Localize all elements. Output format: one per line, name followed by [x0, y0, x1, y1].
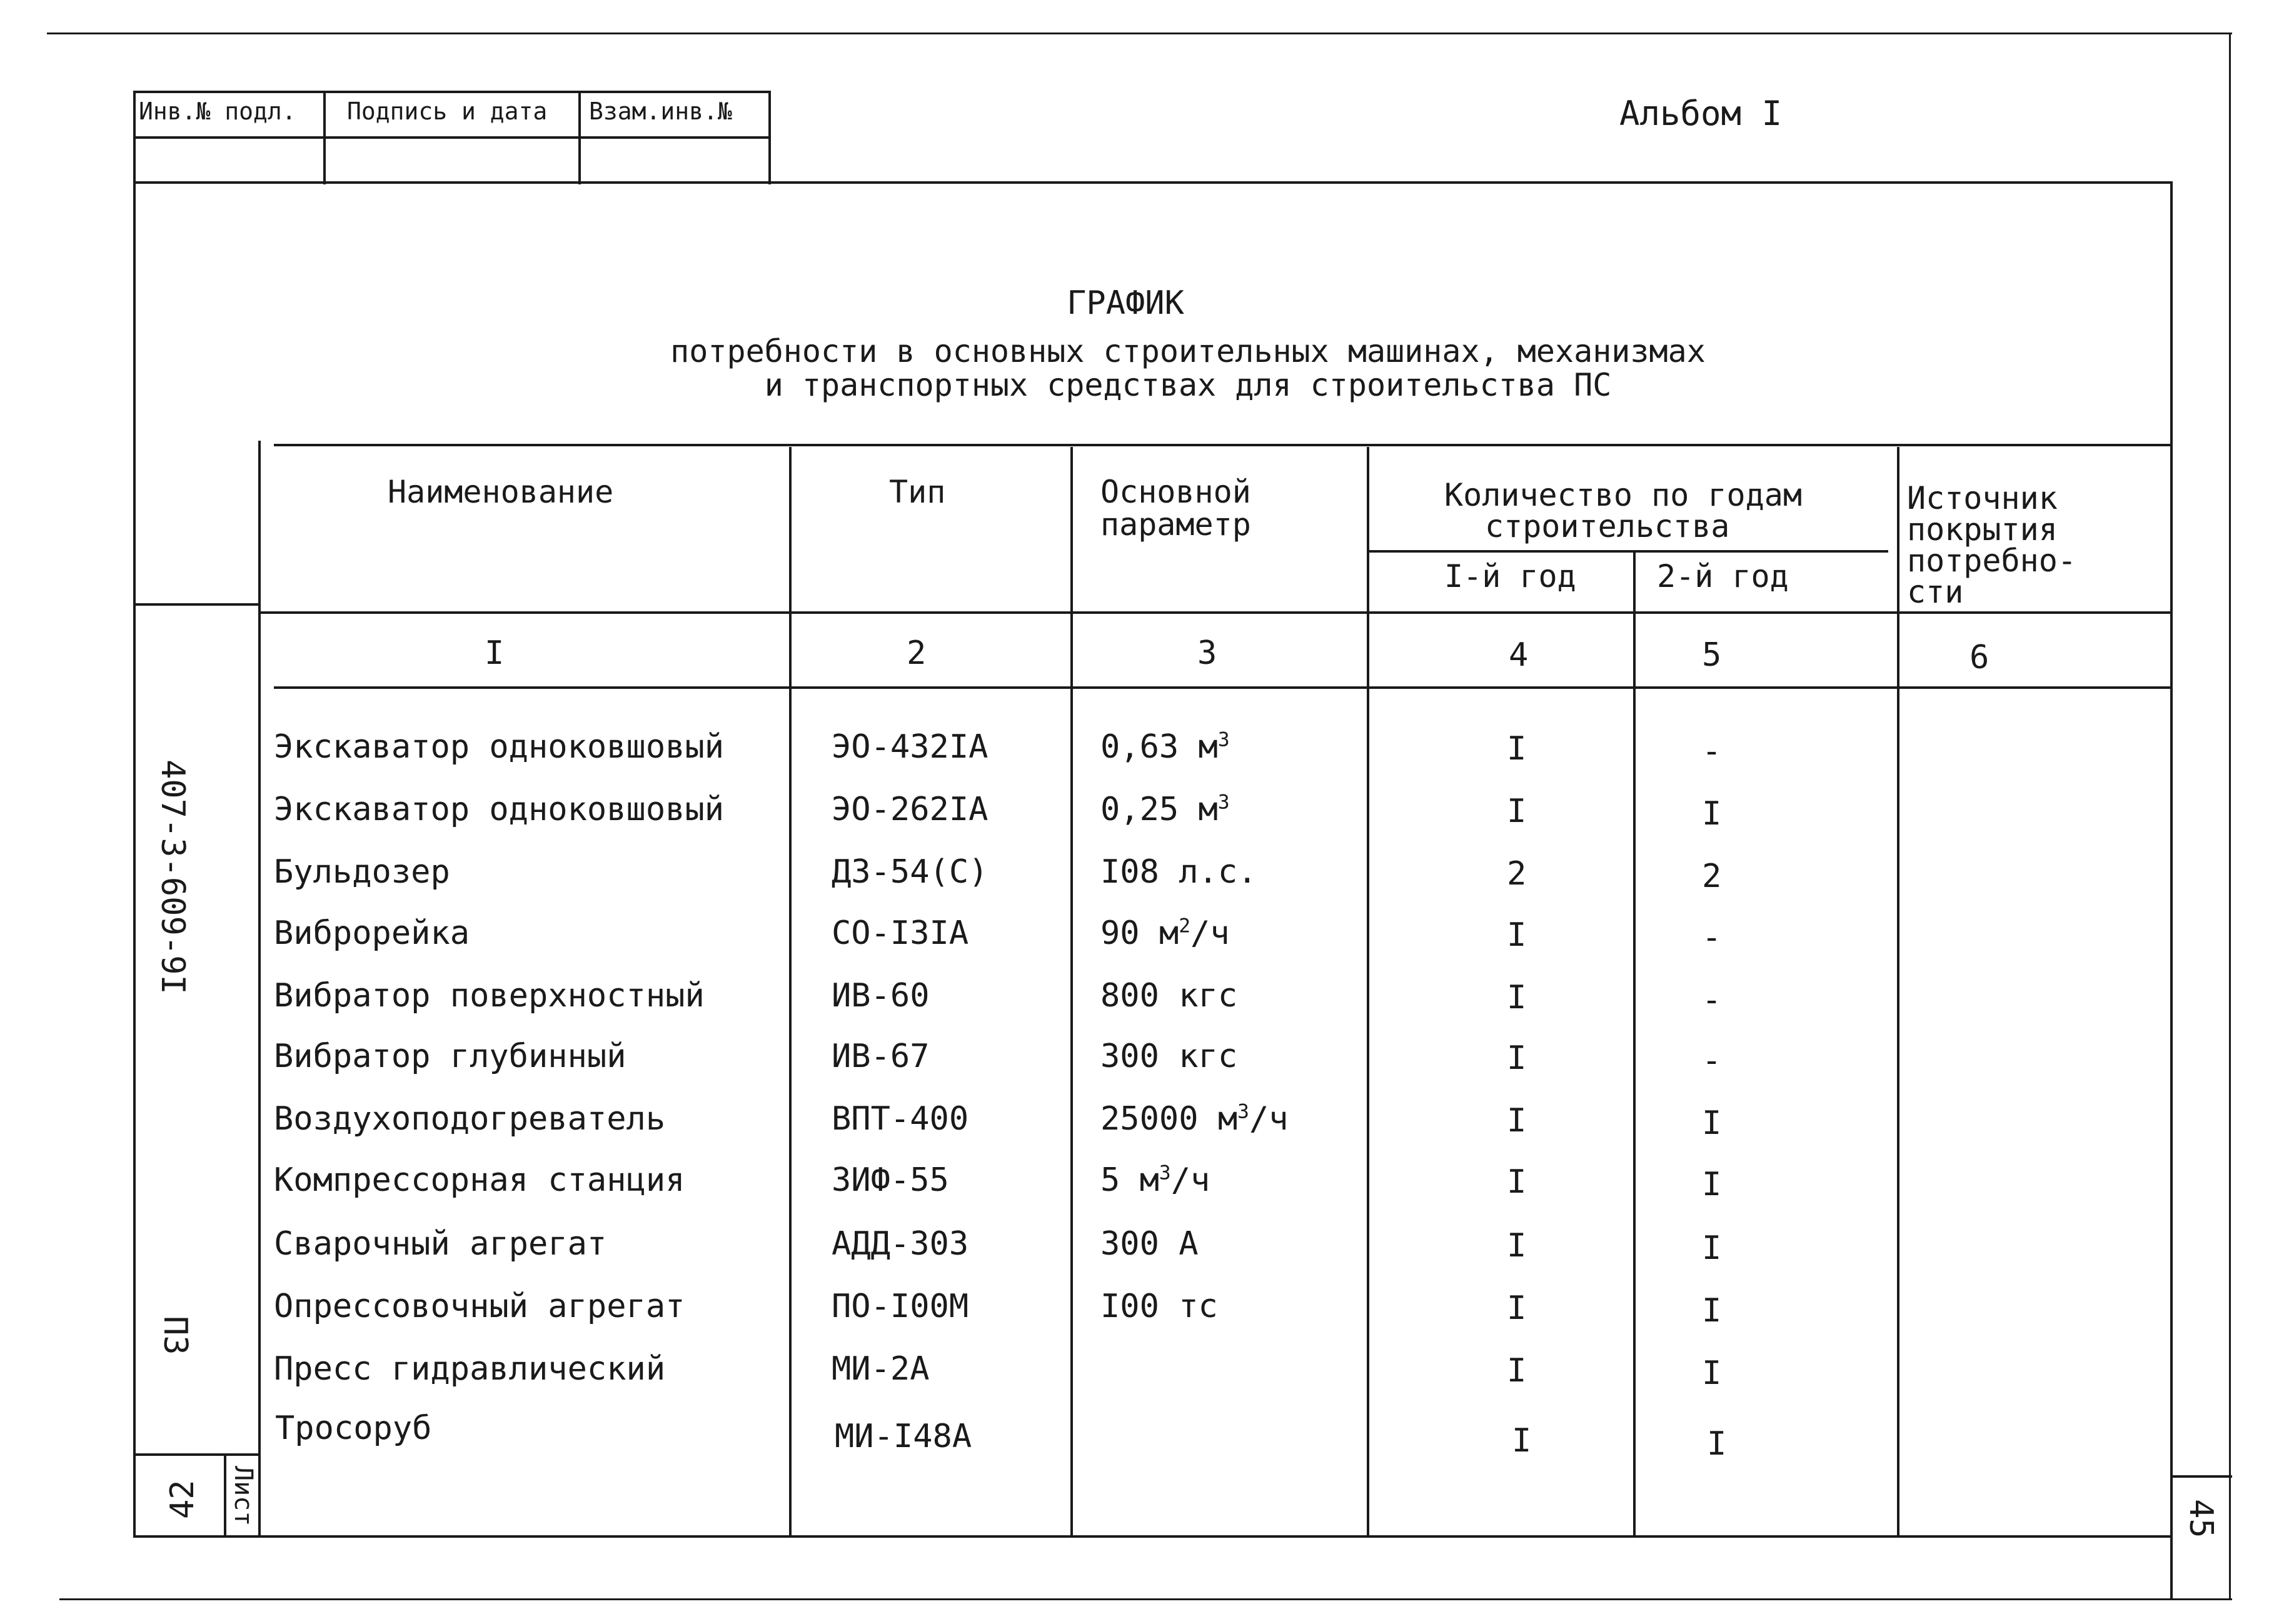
header-param-line1: Основной	[1100, 474, 1251, 510]
row-7-name: Воздухоподогреватель	[274, 1100, 666, 1138]
document-title: ГРАФИК	[1067, 284, 1184, 322]
doc-code: 407-3-609-9I	[154, 759, 191, 995]
row-2-year2: I	[1702, 795, 1722, 833]
row-2-type: ЭО-262IA	[832, 791, 989, 828]
row-6-type: ИВ-67	[832, 1038, 930, 1075]
top-trim-line	[47, 33, 2232, 34]
row-2-name: Экскаватор одноковшовый	[274, 791, 725, 828]
row-7-param: 25000 $м^3/ч$	[1100, 1100, 1289, 1138]
row-8-year2: I	[1702, 1166, 1722, 1203]
row-8-param: 5 $м^3/ч$	[1100, 1161, 1210, 1199]
row-10-type: ПО-I00М	[832, 1288, 969, 1325]
row-5-year2: -	[1702, 981, 1722, 1019]
stamp-signature-label: Подпись и дата	[347, 98, 548, 125]
row-8-name: Компрессорная станция	[274, 1161, 685, 1199]
col-number-4: 4	[1509, 636, 1529, 674]
row-12-year1: I	[1512, 1422, 1532, 1460]
document-subtitle-line1: потребности в основных строительных машинах, механизмах	[670, 333, 1706, 369]
row-4-type: СО-I3IA	[832, 915, 969, 952]
row-3-year1: 2	[1507, 855, 1527, 893]
col-number-2: 2	[907, 634, 927, 672]
stamp-inv-label: Инв.№ подл.	[139, 98, 296, 125]
row-6-param: 300 кгс	[1100, 1038, 1238, 1075]
row-3-year2: 2	[1702, 858, 1722, 895]
row-1-param: 0,63 $м^3$	[1100, 728, 1230, 766]
row-5-name: Вибратор поверхностный	[274, 977, 705, 1015]
row-4-param: 90 $м^2/ч$	[1100, 915, 1230, 952]
row-9-name: Сварочный агрегат	[274, 1225, 607, 1263]
stamp-replaced-inv-label: Взам.инв.№	[589, 98, 732, 125]
right-trim-line	[2229, 33, 2231, 1598]
row-2-year1: I	[1507, 793, 1527, 830]
bottom-trim-line	[59, 1598, 2232, 1600]
document-subtitle-line2: и транспортных средствах для строительства ПС	[764, 367, 1612, 403]
row-11-year2: I	[1702, 1355, 1722, 1392]
row-2-param: 0,25 $м^3$	[1100, 791, 1230, 828]
row-11-year1: I	[1507, 1352, 1527, 1390]
row-7-year1: I	[1507, 1102, 1527, 1140]
row-8-year1: I	[1507, 1163, 1527, 1201]
col-number-1: I	[485, 634, 505, 672]
row-5-type: ИВ-60	[832, 977, 930, 1015]
row-7-type: ВПТ-400	[832, 1100, 969, 1138]
col-number-5: 5	[1702, 636, 1722, 674]
row-11-name: Пресс гидравлический	[274, 1350, 666, 1388]
header-param-line2: параметр	[1100, 506, 1251, 543]
header-source-line1: Источник	[1907, 480, 2058, 516]
header-source-line2: покрытия	[1907, 511, 2058, 548]
header-type: Тип	[889, 474, 946, 510]
col-number-3: 3	[1197, 634, 1217, 672]
row-9-year1: I	[1507, 1227, 1527, 1265]
row-9-type: АДД-303	[832, 1225, 969, 1263]
row-12-year2: I	[1707, 1425, 1727, 1463]
row-9-param: 300 А	[1100, 1225, 1199, 1263]
header-source-line4: сти	[1907, 574, 1964, 610]
row-10-param: I00 тс	[1100, 1288, 1218, 1325]
row-6-name: Вибратор глубинный	[274, 1038, 626, 1075]
row-12-type: МИ-I48А	[835, 1418, 972, 1455]
row-6-year2: -	[1702, 1042, 1722, 1080]
row-4-year1: I	[1507, 916, 1527, 954]
col-number-6: 6	[1970, 639, 1990, 676]
row-5-year1: I	[1507, 979, 1527, 1016]
row-10-name: Опрессовочный агрегат	[274, 1288, 685, 1325]
row-4-name: Виброрейка	[274, 915, 470, 952]
row-12-name: Тросоруб	[275, 1410, 432, 1447]
row-4-year2: -	[1702, 919, 1722, 956]
header-year1: I-й год	[1444, 558, 1576, 594]
row-3-type: ДЗ-54(С)	[832, 853, 989, 891]
page-number: 45	[2182, 1499, 2220, 1538]
row-3-name: Бульдозер	[274, 853, 450, 891]
section-code: ПЗ	[156, 1316, 194, 1355]
row-8-type: ЗИФ-55	[832, 1161, 949, 1199]
album-label: Альбом I	[1619, 94, 1783, 133]
header-name: Наименование	[388, 474, 614, 510]
row-1-type: ЭО-432IA	[832, 728, 989, 766]
row-10-year1: I	[1507, 1290, 1527, 1327]
header-year2: 2-й год	[1657, 558, 1789, 594]
header-qty-line1: Количество по годам	[1444, 477, 1802, 513]
row-1-year2: -	[1702, 733, 1722, 770]
row-6-year1: I	[1507, 1040, 1527, 1077]
row-7-year2: I	[1702, 1105, 1722, 1142]
header-source-line3: потребно-	[1907, 543, 2076, 579]
row-1-year1: I	[1507, 730, 1527, 768]
sheet-number: 42	[164, 1480, 201, 1519]
row-10-year2: I	[1702, 1292, 1722, 1330]
header-qty-line2: строительства	[1485, 508, 1730, 544]
row-11-type: МИ-2А	[832, 1350, 930, 1388]
row-1-name: Экскаватор одноковшовый	[274, 728, 725, 766]
row-5-param: 800 кгс	[1100, 977, 1238, 1015]
sheet-label: Лист	[229, 1466, 258, 1526]
row-9-year2: I	[1702, 1230, 1722, 1267]
row-3-param: I08 л.с.	[1100, 853, 1257, 891]
